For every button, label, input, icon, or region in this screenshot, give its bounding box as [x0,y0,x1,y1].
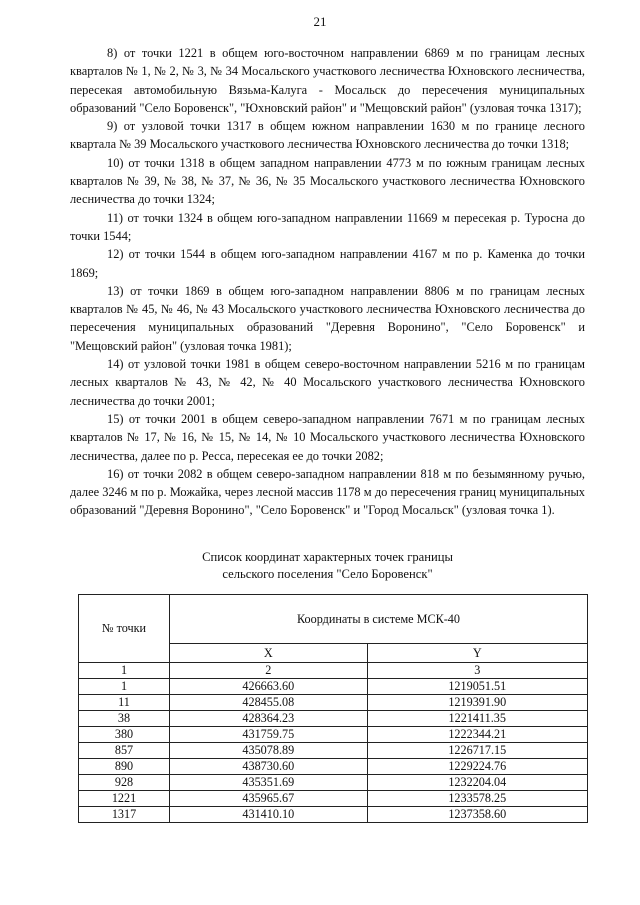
x-cell: 428455.08 [170,695,368,711]
body-text [70,44,585,520]
header-y: Y [367,644,587,663]
table-row [79,679,588,695]
point-cell: 380 [79,727,170,743]
table-row [79,743,588,759]
header-coordinates: Координаты в системе МСК-40 [170,595,588,644]
paragraph-14: 14) от узловой точки 1981 в общем северо-восточном направлении 5216 м по границам лесных кварталов № 43, № 42, № 40 Мосальского участкового лесничества Юхновского лесничества до точки 2001; [70,357,585,408]
paragraph-12: 12) от точки 1544 в общем юго-западном направлении 4167 м по р. Каменка до точки 1869; [70,247,585,280]
x-cell: 431759.75 [170,727,368,743]
y-cell: 1222344.21 [367,727,587,743]
point-cell: 857 [79,743,170,759]
table-row [79,711,588,727]
x-cell: 438730.60 [170,759,368,775]
point-cell: 890 [79,759,170,775]
y-cell: 1226717.15 [367,743,587,759]
point-cell: 11 [79,695,170,711]
x-cell: 435965.67 [170,791,368,807]
point-cell: 928 [79,775,170,791]
header-x: X [170,644,368,663]
index-cell: 2 [170,663,368,679]
table-row [79,791,588,807]
header-point-number: № точки [79,595,170,663]
table-row [79,759,588,775]
paragraph-11: 11) от точки 1324 в общем юго-западном направлении 11669 м пересекая р. Туросна до точки 1544; [70,210,585,243]
x-cell: 435351.69 [170,775,368,791]
y-cell: 1221411.35 [367,711,587,727]
table-title-line-2: сельского поселения "Село Боровенск" [222,567,433,581]
index-cell: 1 [79,663,170,679]
y-cell: 1233578.25 [367,791,587,807]
y-cell: 1229224.76 [367,759,587,775]
table-row [79,727,588,743]
coordinates-table [78,594,588,823]
paragraph-9: 9) от узловой точки 1317 в общем южном направлении 1630 м по границе лесного квартала № 39 Мосальского участкового лесничества Юхновского лесничества до точки 1318; [70,119,585,152]
table-title-line-1: Список координат характерных точек границы [202,550,453,564]
point-cell: 1 [79,679,170,695]
paragraph-15: 15) от точки 2001 в общем северо-западном направлении 7671 м по границам лесных кварталов № 17, № 16, № 15, № 14, № 10 Мосальского участкового лесничества Юхновского лесничества, далее по р. Ресса, пересекая ее до точки 2082; [70,411,585,463]
x-cell: 431410.10 [170,807,368,823]
x-cell: 426663.60 [170,679,368,695]
y-cell: 1237358.60 [367,807,587,823]
index-cell: 3 [367,663,587,679]
paragraph-10: 10) от точки 1318 в общем западном направлении 4773 м по южным границам лесных кварталов № 39, № 38, № 37, № 36, № 35 Мосальского участкового лесничества Юхновского лесничества до точки 1324; [70,155,585,207]
x-cell: 435078.89 [170,743,368,759]
paragraph-16: 16) от точки 2082 в общем северо-западном направлении 818 м по безымянному ручью, далее 3246 м по р. Можайка, через лесной массив 1178 м до пересечения границ муниципальных образований "Деревня Воронино", "Село Боровенск" и "Город Мосальск" (узловая точка 1). [70,466,585,518]
point-cell: 38 [79,711,170,727]
y-cell: 1219051.51 [367,679,587,695]
y-cell: 1232204.04 [367,775,587,791]
paragraph-13: 13) от точки 1869 в общем юго-западном направлении 8806 м по границам лесных кварталов № 45, № 46, № 43 Мосальского участкового лесничества Юхновского лесничества до пересечения муниципальных образований "Деревня Воронино", "Село Боровенск" и "Мещовский район" (узловая точка 1981); [70,283,585,353]
table-title [70,549,585,583]
paragraph-8: 8) от точки 1221 в общем юго-восточном направлении 6869 м по границам лесных кварталов № 1, № 2, № 3, № 34 Мосальского участкового лесничества Юхновского лесничества, пересекая автомобильную Вязьма-Калуга - Мосальск до пересечения муниципальных образований "Село Боровенск", "Юхновский район" и "Мещовский район" (узловая точка 1317); [70,46,585,115]
table-row [79,807,588,823]
table-row [79,775,588,791]
y-cell: 1219391.90 [367,695,587,711]
point-cell: 1221 [79,791,170,807]
page-number: 21 [313,14,327,29]
x-cell: 428364.23 [170,711,368,727]
point-cell: 1317 [79,807,170,823]
table-row [79,695,588,711]
index-row [79,663,588,679]
